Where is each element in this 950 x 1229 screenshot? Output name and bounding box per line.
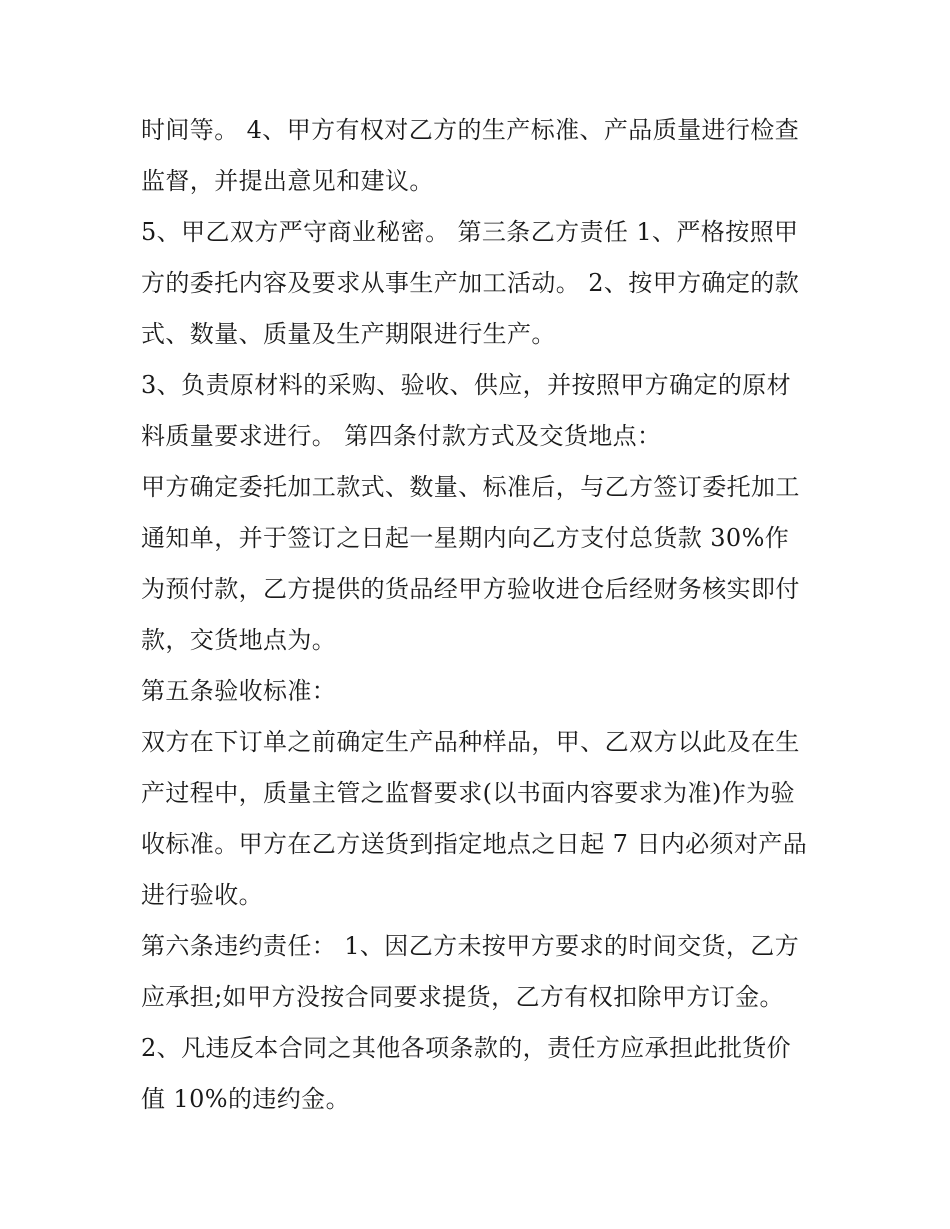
paragraph-3 <box>141 360 821 462</box>
text-line: 款，交货地点为。 <box>141 626 337 654</box>
document-body <box>141 105 821 1125</box>
section-heading-inspection <box>141 666 821 717</box>
text-line: 时间等。 4、甲方有权对乙方的生产标准、产品质量进行检查 <box>141 116 800 144</box>
text-line: 产过程中，质量主管之监督要求(以书面内容要求为准)作为验 <box>141 779 795 807</box>
text-line: 收标准。甲方在乙方送货到指定地点之日起 7 日内必须对产品 <box>141 830 808 858</box>
text-line: 双方在下订单之前确定生产品种样品，甲、乙双方以此及在生 <box>141 728 800 756</box>
text-line: 3、负责原材料的采购、验收、供应，并按照甲方确定的原材 <box>141 371 792 399</box>
text-line: 方的委托内容及要求从事生产加工活动。 2、按甲方确定的款 <box>141 269 800 297</box>
text-line: 监督，并提出意见和建议。 <box>141 167 434 195</box>
paragraph-2 <box>141 207 821 360</box>
paragraph-1 <box>141 105 821 207</box>
paragraph-8 <box>141 1023 821 1125</box>
text-line: 第六条违约责任： 1、因乙方未按甲方要求的时间交货，乙方 <box>141 932 800 960</box>
text-line: 值 10%的违约金。 <box>141 1085 350 1113</box>
text-line: 通知单，并于签订之日起一星期内向乙方支付总货款 30%作 <box>141 524 790 552</box>
text-line: 2、凡违反本合同之其他各项条款的，责任方应承担此批货价 <box>141 1034 792 1062</box>
text-line: 甲方确定委托加工款式、数量、标准后，与乙方签订委托加工 <box>141 473 800 501</box>
paragraph-7 <box>141 921 821 1023</box>
text-line: 5、甲乙双方严守商业秘密。 第三条乙方责任 1、严格按照甲 <box>141 218 799 246</box>
text-line: 为预付款，乙方提供的货品经甲方验收进仓后经财务核实即付 <box>141 575 800 603</box>
paragraph-4 <box>141 462 821 666</box>
text-line: 第五条验收标准： <box>141 677 337 705</box>
paragraph-6 <box>141 717 821 921</box>
text-line: 应承担;如甲方没按合同要求提货，乙方有权扣除甲方订金。 <box>141 983 784 1011</box>
text-line: 进行验收。 <box>141 881 263 909</box>
text-line: 式、数量、质量及生产期限进行生产。 <box>141 320 556 348</box>
text-line: 料质量要求进行。 第四条付款方式及交货地点： <box>141 422 662 450</box>
